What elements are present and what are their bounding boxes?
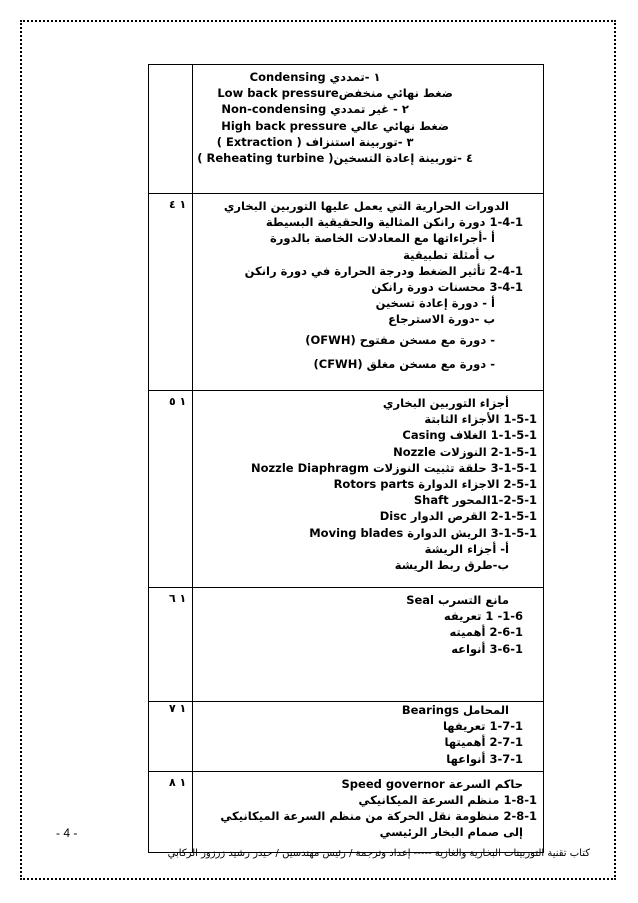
content-line: 1-1-5-1 الغلاف Casing <box>402 428 537 443</box>
page-number: - 4 - <box>56 826 78 840</box>
row-content <box>193 588 544 702</box>
row-content <box>193 65 544 194</box>
content-line: أ - دورة إعادة تسخين <box>375 296 495 311</box>
row-number: ١ ٨ <box>149 771 193 852</box>
content-line: 2-4-1 تأثير الضغط ودرجة الحرارة في دورة رانكن <box>244 263 523 278</box>
content-line: ١ -تمددي Condensing <box>249 70 381 84</box>
content-line: 3-7-1 أنواعها <box>446 751 523 766</box>
content-line: الدورات الحرارية التي يعمل عليها التوربين البخاري <box>223 199 509 213</box>
content-line: 3-4-1 محسنات دورة رانكن <box>371 280 523 295</box>
content-line: 3-1-5-1 حلقة تثبيت النوزلات Nozzle Diaphragm <box>250 460 537 475</box>
content-line: 1-7-1 تعريفها <box>442 719 523 734</box>
row-number: ١ ٧ <box>149 702 193 772</box>
content-line: 2-7-1 أهميتها <box>444 735 523 750</box>
content-line: ٤ -توربينة إعادة التسخين( Reheating turbine ) <box>197 151 473 166</box>
contents-table <box>148 64 544 853</box>
row-content <box>193 194 544 391</box>
content-line: 2-8-1 منظومة نقل الحركة من منظم السرعة الميكانيكي <box>220 809 537 824</box>
content-line: المحامل Bearings <box>401 703 509 717</box>
content-line: - دورة مع مسخن مفتوح (OFWH) <box>305 332 495 347</box>
content-line: 1-4-1 دورة رانكن المثالية والحقيقية البسيطة <box>265 215 523 230</box>
footer-text: كتاب تقنية التوربينات البخارية والغازية ----- إعداد وترجمة / رئيس مهندسين / حيدر رشيد زرزور الركابي <box>167 848 590 859</box>
content-line: ضغط نهائي عالي High back pressure <box>221 118 449 133</box>
content-line: أ -أجراءاتها مع المعادلات الخاصة بالدورة <box>270 231 495 246</box>
content-line: 2-1-5-1 النوزلات Nozzle <box>393 444 537 459</box>
content-line: ب-طرق ربط الريشة <box>394 558 509 573</box>
content-line: - دورة مع مسخن مغلق (CFWH) <box>313 356 495 371</box>
content-line: ٣ -توربينة استنزاف ( Extraction ) <box>216 134 414 149</box>
content-line: أ- أجزاء الريشة <box>424 541 509 556</box>
content-line: 1-6- 1 تعريفه <box>443 609 523 624</box>
content-line: 2-1-5-1 القرص الدوار Disc <box>379 509 537 524</box>
row-content <box>193 391 544 588</box>
content-line: ضغط نهائي منخفضLow back pressure <box>217 86 453 101</box>
row-content <box>193 771 544 852</box>
table-row <box>149 702 544 772</box>
content-line: مانع التسرب Seal <box>406 593 509 607</box>
content-line: 2-6-1 أهميته <box>449 625 523 640</box>
content-line: حاكم السرعة Speed governor <box>341 776 523 791</box>
row-content <box>193 702 544 772</box>
content-line: 3-6-1 أنواعه <box>451 641 523 656</box>
content-line: ب -دورة الاسترجاع <box>388 312 495 327</box>
content-line: أجزاء التوربين البخاري <box>382 396 509 410</box>
row-number: ١ ٤ <box>149 194 193 391</box>
content-line: 3-1-5-1 الريش الدوارة Moving blades <box>309 525 537 540</box>
table-row <box>149 391 544 588</box>
row-number <box>149 65 193 194</box>
content-line: 2-5-1 الاجزاء الدوارة Rotors parts <box>333 477 537 492</box>
row-number: ١ ٦ <box>149 588 193 702</box>
content-line: 1-5-1 الأجزاء الثابتة <box>424 412 537 427</box>
content-line: إلى صمام البخار الرئيسي <box>379 825 523 840</box>
table-row <box>149 65 544 194</box>
content-line: 1-2-5-1المحور Shaft <box>413 493 537 508</box>
content-line: 1-8-1 منظم السرعة الميكانيكي <box>358 793 537 808</box>
table-row <box>149 194 544 391</box>
table-row <box>149 771 544 852</box>
row-number: ١ ٥ <box>149 391 193 588</box>
content-line: ب أمثلة تطبيقية <box>403 247 495 262</box>
content-line: ٢ - غير تمددي Non-condensing <box>221 102 409 117</box>
table-row <box>149 588 544 702</box>
